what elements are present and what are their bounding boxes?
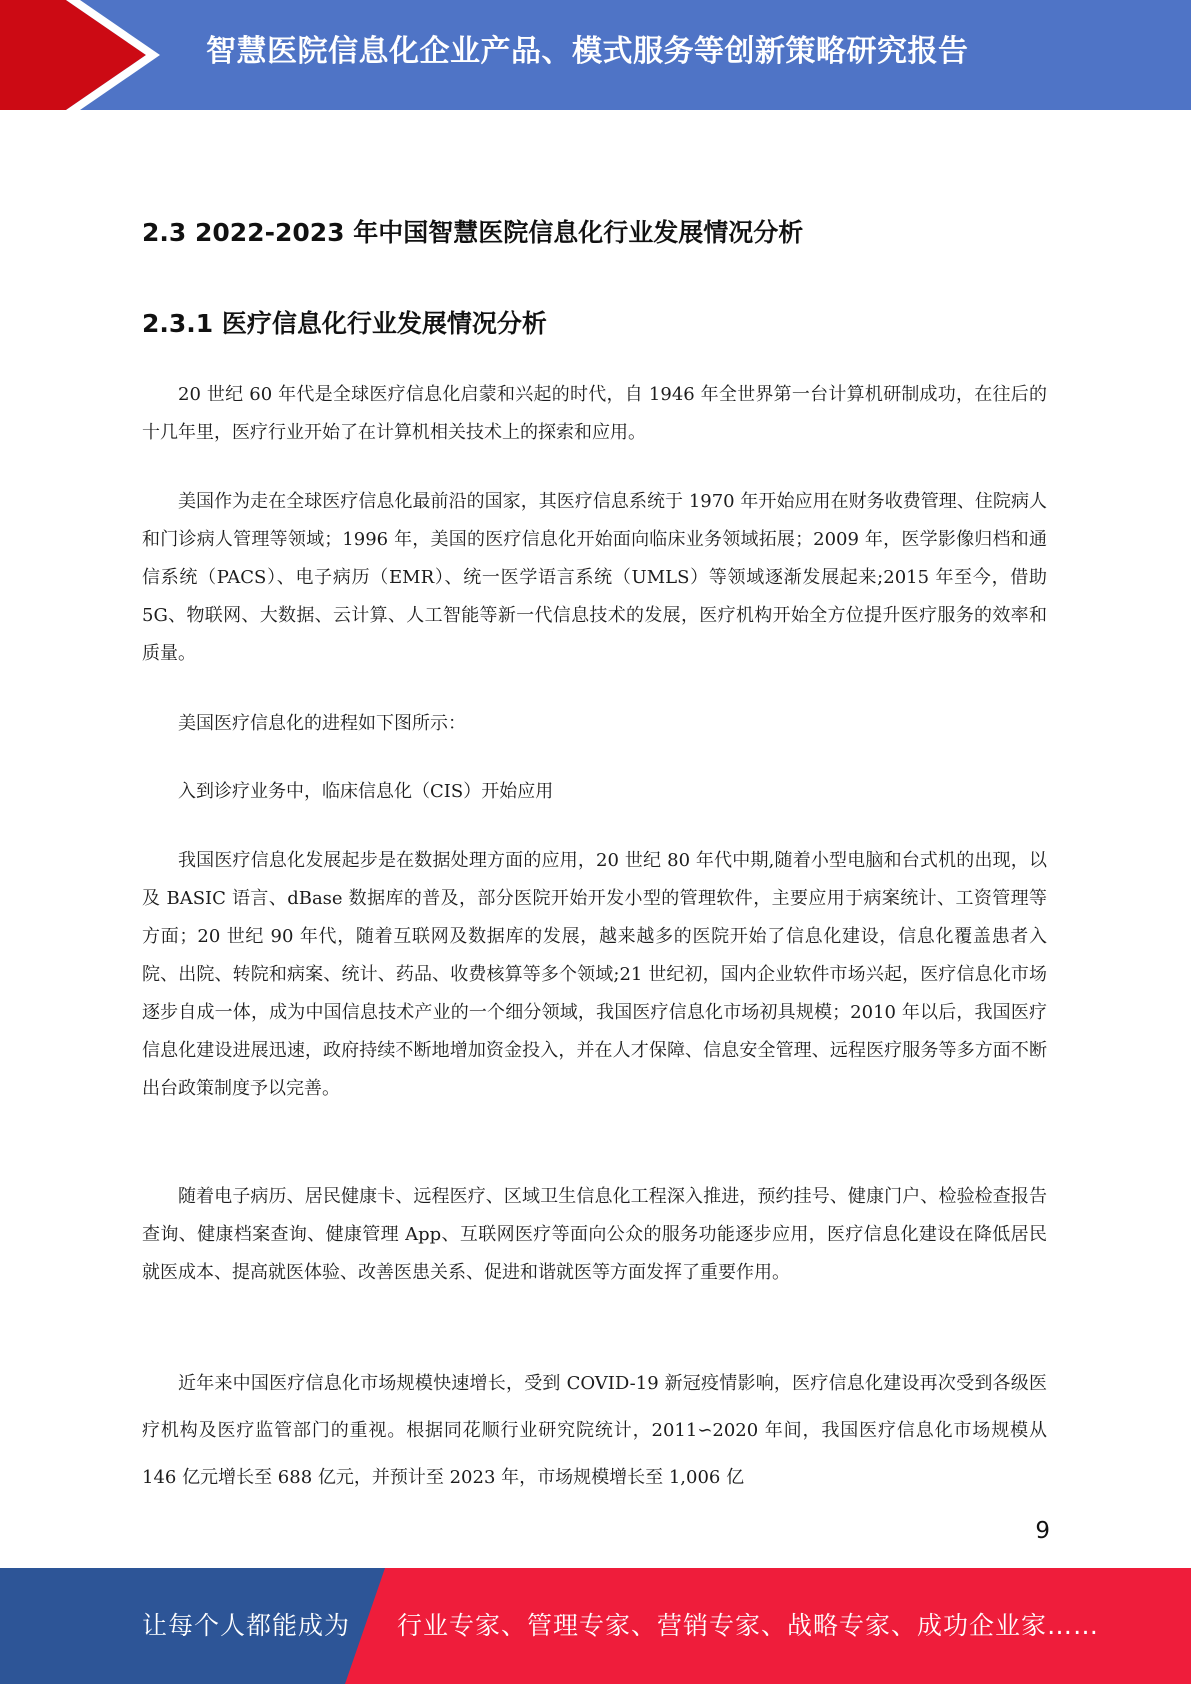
paragraph-1: 20 世纪 60 年代是全球医疗信息化启蒙和兴起的时代，自 1946 年全世界第一台计算机研制成功，在往后的十几年里，医疗行业开始了在计算机相关技术上的探索和应用。 (142, 384, 1047, 443)
paragraph-2: 美国作为走在全球医疗信息化最前沿的国家，其医疗信息系统于 1970 年开始应用在财务收费管理、住院病人和门诊病人管理等领域；1996 年，美国的医疗信息化开始面向临床业务领域拓展；2009 年，医学影像归档和通信系统（PACS）、电子病历（EMR）、统一医学语言系统（UMLS）等领域逐渐发展起来;2015 年至今，借助 5G、物联网、大数据、云计算、人工智能等新一代信息技术的发展，医疗机构开始全方位提升医疗服务的效率和质量。 (142, 491, 1047, 664)
footer-slogan-right: 行业专家、管理专家、营销专家、战略专家、成功企业家…… (397, 1611, 1100, 1640)
footer-slogan-left: 让每个人都能成为 (142, 1611, 351, 1640)
header-chevron-icon (0, 0, 160, 110)
paragraph-7: 近年来中国医疗信息化市场规模快速增长，受到 COVID-19 新冠疫情影响，医疗信息化建设再次受到各级医疗机构及医疗监管部门的重视。根据同花顺行业研究院统计，2011∽2020 年间，我国医疗信息化市场规模从 146 亿元增长至 688 亿元，并预计至 2023 年，市场规模增长至 1,006 亿 (142, 1373, 1047, 1488)
page-header (0, 0, 1191, 110)
paragraph-5: 我国医疗信息化发展起步是在数据处理方面的应用，20 世纪 80 年代中期,随着小型电脑和台式机的出现，以及 BASIC 语言、dBase 数据库的普及，部分医院开始开发小型的管理软件，主要应用于病案统计、工资管理等方面；20 世纪 90 年代，随着互联网及数据库的发展，越来越多的医院开始了信息化建设，信息化覆盖患者入院、出院、转院和病案、统计、药品、收费核算等多个领域;21 世纪初，国内企业软件市场兴起，医疗信息化市场逐步自成一体，成为中国信息技术产业的一个细分领域，我国医疗信息化市场初具规模；2010 年以后，我国医疗信息化建设进展迅速，政府持续不断地增加资金投入，并在人才保障、信息安全管理、远程医疗服务等多方面不断出台政策制度予以完善。 (142, 850, 1047, 1099)
subsection-heading: 2.3.1 医疗信息化行业发展情况分析 (142, 309, 547, 338)
paragraph-4: 入到诊疗业务中，临床信息化（CIS）开始应用 (178, 781, 554, 802)
header-title: 智慧医院信息化企业产品、模式服务等创新策略研究报告 (206, 34, 969, 69)
paragraph-6: 随着电子病历、居民健康卡、远程医疗、区域卫生信息化工程深入推进，预约挂号、健康门户、检验检查报告查询、健康档案查询、健康管理 App、互联网医疗等面向公众的服务功能逐步应用，医疗信息化建设在降低居民就医成本、提高就医体验、改善医患关系、促进和谐就医等方面发挥了重要作用。 (142, 1186, 1047, 1283)
page-footer (0, 1568, 1191, 1684)
paragraph-3: 美国医疗信息化的进程如下图所示： (178, 713, 466, 734)
page-number: 9 (1035, 1518, 1050, 1544)
section-heading: 2.3 2022-2023 年中国智慧医院信息化行业发展情况分析 (142, 218, 804, 247)
